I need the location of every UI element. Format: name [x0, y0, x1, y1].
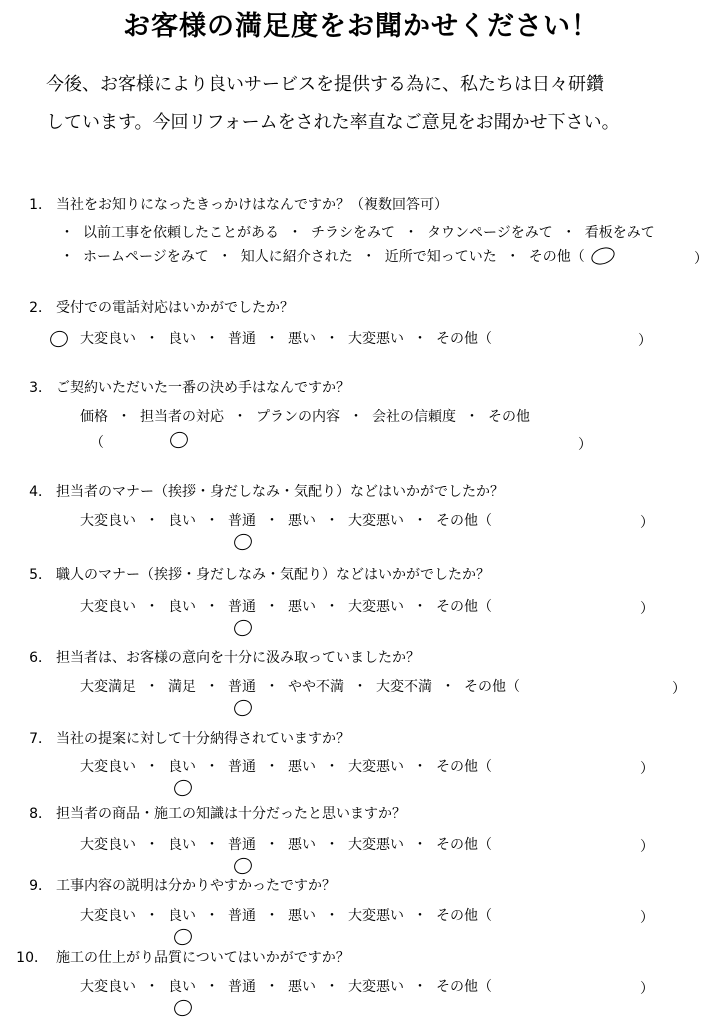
option-近所で知っていた[interactable]: 近所で知っていた — [384, 249, 497, 265]
separator-dot: ・ — [561, 225, 576, 241]
separator-dot: ・ — [265, 759, 279, 775]
question-1 — [0, 194, 722, 214]
separator-dot: ・ — [205, 759, 219, 775]
separator-dot: ・ — [117, 409, 131, 425]
question-text: 担当者のマナー（挨拶・身だしなみ・気配り）などはいかがでしたか？ — [56, 484, 504, 500]
other-close-paren: ） — [638, 333, 652, 349]
separator-dot: ・ — [265, 979, 279, 995]
option-その他[interactable]: その他（ — [436, 599, 492, 615]
option-大変不満[interactable]: 大変不満 — [376, 679, 432, 695]
option-大変悪い[interactable]: 大変悪い — [348, 979, 404, 995]
separator-dot: ・ — [145, 908, 159, 924]
option-大変悪い[interactable]: 大変悪い — [348, 599, 404, 615]
option-その他[interactable]: その他（ — [528, 249, 585, 265]
option-看板をみて[interactable]: 看板をみて — [584, 225, 655, 241]
option-良い[interactable]: 良い — [168, 513, 196, 529]
question-6 — [0, 647, 722, 667]
other-close-paren: ） — [640, 910, 654, 926]
question-text: 当社の提案に対して十分納得されていますか？ — [56, 731, 350, 747]
separator-dot: ・ — [288, 225, 302, 241]
separator-dot: ・ — [265, 679, 279, 695]
separator-dot: ・ — [413, 979, 427, 995]
option-良い[interactable]: 良い — [168, 599, 196, 615]
separator-dot: ・ — [205, 979, 219, 995]
option-満足[interactable]: 満足 — [168, 679, 196, 695]
separator-dot: ・ — [413, 908, 427, 924]
separator-dot: ・ — [353, 679, 367, 695]
option-大変悪い[interactable]: 大変悪い — [348, 513, 404, 529]
question-1-options — [60, 222, 655, 242]
intro-line-1: 今後、お客様により良いサービスを提供する為に、私たちは日々研鑽 — [46, 74, 604, 95]
separator-dot: ・ — [325, 837, 339, 853]
question-8-options — [80, 834, 492, 854]
option-大変悪い[interactable]: 大変悪い — [348, 837, 404, 853]
option-その他[interactable]: その他（ — [436, 759, 492, 775]
option-悪い[interactable]: 悪い — [288, 979, 316, 995]
separator-dot: ・ — [145, 513, 159, 529]
question-9 — [0, 875, 722, 895]
question-text: 当社をお知りになったきっかけはなんですか？（複数回答可） — [56, 197, 448, 213]
separator-dot: ・ — [325, 331, 339, 347]
other-close-paren: ） — [640, 515, 654, 531]
option-タウンページをみて[interactable]: タウンページをみて — [427, 225, 553, 241]
separator-dot: ・ — [205, 908, 219, 924]
question-4-options — [80, 510, 492, 530]
option-チラシをみて[interactable]: チラシをみて — [311, 225, 395, 241]
option-会社の信頼度[interactable]: 会社の信頼度 — [372, 409, 456, 425]
separator-dot: ・ — [145, 837, 159, 853]
separator-dot: ・ — [205, 513, 219, 529]
option-ホームページをみて[interactable]: ホームページをみて — [83, 249, 209, 265]
option-普通[interactable]: 普通 — [228, 979, 256, 995]
option-その他[interactable]: その他（ — [436, 837, 492, 853]
option-大変良い[interactable]: 大変良い — [80, 513, 136, 529]
question-3 — [0, 377, 722, 397]
question-6-options — [80, 676, 520, 696]
option-普通[interactable]: 普通 — [228, 759, 256, 775]
separator-dot: ・ — [325, 979, 339, 995]
option-良い[interactable]: 良い — [168, 331, 196, 347]
free-answer-open-paren: （ — [90, 435, 104, 451]
separator-dot: ・ — [349, 409, 363, 425]
question-5 — [0, 564, 722, 584]
option-良い[interactable]: 良い — [168, 837, 196, 853]
option-その他[interactable]: その他（ — [436, 513, 492, 529]
separator-dot: ・ — [361, 249, 376, 265]
separator-dot: ・ — [413, 759, 427, 775]
question-number: 10． — [16, 950, 48, 966]
question-text: 施工の仕上がり品質についてはいかがですか？ — [56, 950, 350, 966]
selected-answer-circle — [172, 926, 194, 947]
question-text: 職人のマナー（挨拶・身だしなみ・気配り）などはいかがでしたか？ — [56, 567, 490, 583]
option-大変満足[interactable]: 大変満足 — [80, 679, 136, 695]
separator-dot: ・ — [205, 837, 219, 853]
separator-dot: ・ — [413, 599, 427, 615]
question-text: 担当者は、お客様の意向を十分に汲み取っていましたか？ — [56, 650, 420, 666]
selected-answer-circle — [172, 997, 194, 1018]
option-良い[interactable]: 良い — [168, 979, 196, 995]
option-価格[interactable]: 価格 — [80, 409, 108, 425]
question-number: 7． — [29, 731, 52, 747]
other-close-paren: ） — [694, 251, 708, 267]
option-その他[interactable]: その他（ — [464, 679, 520, 695]
question-2 — [0, 297, 722, 317]
option-悪い[interactable]: 悪い — [288, 513, 316, 529]
question-number: 5． — [29, 567, 52, 583]
question-number: 1． — [29, 197, 52, 213]
option-その他[interactable]: その他 — [488, 409, 530, 425]
question-number: 4． — [29, 484, 52, 500]
selected-answer-circle — [168, 429, 190, 450]
option-大変悪い[interactable]: 大変悪い — [348, 908, 404, 924]
intro-line-2: しています。今回リフォームをされた率直なご意見をお聞かせ下さい。 — [46, 112, 620, 133]
question-9-options — [80, 905, 492, 925]
separator-dot: ・ — [413, 837, 427, 853]
option-悪い[interactable]: 悪い — [288, 837, 316, 853]
separator-dot: ・ — [413, 331, 427, 347]
question-text: 受付での電話対応はいかがでしたか？ — [56, 300, 294, 316]
selected-answer-circle — [589, 244, 617, 267]
separator-dot: ・ — [145, 331, 159, 347]
selected-answer-circle — [232, 617, 254, 638]
option-知人に紹介された[interactable]: 知人に紹介された — [240, 249, 353, 265]
option-担当者の対応[interactable]: 担当者の対応 — [140, 409, 224, 425]
question-number: 8． — [29, 806, 52, 822]
question-number: 9． — [29, 878, 52, 894]
separator-dot: ・ — [265, 908, 279, 924]
option-大変良い[interactable]: 大変良い — [80, 759, 136, 775]
selected-answer-circle — [232, 531, 254, 552]
separator-dot: ・ — [265, 599, 279, 615]
other-close-paren: ） — [640, 839, 654, 855]
option-普通[interactable]: 普通 — [228, 331, 256, 347]
question-10-options — [80, 976, 492, 996]
option-大変悪い[interactable]: 大変悪い — [348, 331, 404, 347]
separator-dot: ・ — [205, 599, 219, 615]
option-普通[interactable]: 普通 — [228, 599, 256, 615]
separator-dot: ・ — [404, 225, 418, 241]
separator-dot: ・ — [205, 331, 219, 347]
selected-answer-circle — [232, 697, 254, 718]
question-8 — [0, 803, 722, 823]
option-その他[interactable]: その他（ — [436, 331, 492, 347]
separator-dot: ・ — [325, 513, 339, 529]
option-普通[interactable]: 普通 — [228, 679, 256, 695]
separator-dot: ・ — [60, 249, 74, 265]
option-良い[interactable]: 良い — [168, 908, 196, 924]
separator-dot: ・ — [505, 249, 520, 265]
option-大変良い[interactable]: 大変良い — [80, 979, 136, 995]
question-3-options — [80, 406, 530, 426]
separator-dot: ・ — [465, 409, 479, 425]
option-悪い[interactable]: 悪い — [288, 908, 316, 924]
option-悪い[interactable]: 悪い — [288, 599, 316, 615]
question-4 — [0, 481, 722, 501]
separator-dot: ・ — [217, 249, 232, 265]
question-1-options — [60, 246, 585, 266]
separator-dot: ・ — [145, 679, 159, 695]
question-7 — [0, 728, 722, 748]
other-close-paren: ） — [640, 601, 654, 617]
separator-dot: ・ — [60, 225, 74, 241]
separator-dot: ・ — [265, 513, 279, 529]
option-その他[interactable]: その他（ — [436, 979, 492, 995]
question-5-options — [80, 596, 492, 616]
question-7-options — [80, 756, 492, 776]
option-良い[interactable]: 良い — [168, 759, 196, 775]
option-普通[interactable]: 普通 — [228, 837, 256, 853]
option-以前工事を依頼したことがある[interactable]: 以前工事を依頼したことがある — [83, 225, 279, 241]
option-大変良い[interactable]: 大変良い — [80, 599, 136, 615]
separator-dot: ・ — [325, 759, 339, 775]
selected-answer-circle — [232, 855, 254, 876]
option-やや不満[interactable]: やや不満 — [288, 679, 344, 695]
other-close-paren: ） — [640, 761, 654, 777]
separator-dot: ・ — [233, 409, 247, 425]
question-text: 工事内容の説明は分かりやすかったですか？ — [56, 878, 336, 894]
option-大変良い[interactable]: 大変良い — [80, 331, 136, 347]
option-大変悪い[interactable]: 大変悪い — [348, 759, 404, 775]
separator-dot: ・ — [265, 837, 279, 853]
selected-answer-circle — [172, 777, 194, 798]
option-その他[interactable]: その他（ — [436, 908, 492, 924]
option-プランの内容[interactable]: プランの内容 — [256, 409, 340, 425]
option-悪い[interactable]: 悪い — [288, 331, 316, 347]
option-悪い[interactable]: 悪い — [288, 759, 316, 775]
option-大変良い[interactable]: 大変良い — [80, 908, 136, 924]
question-number: 2． — [29, 300, 52, 316]
separator-dot: ・ — [145, 759, 159, 775]
question-number: 3． — [29, 380, 52, 396]
question-2-options — [80, 328, 492, 348]
separator-dot: ・ — [145, 979, 159, 995]
option-大変良い[interactable]: 大変良い — [80, 837, 136, 853]
separator-dot: ・ — [325, 908, 339, 924]
separator-dot: ・ — [265, 331, 279, 347]
other-close-paren: ） — [672, 681, 686, 697]
selected-answer-circle — [48, 328, 70, 349]
separator-dot: ・ — [413, 513, 427, 529]
question-10 — [0, 947, 722, 967]
question-number: 6． — [29, 650, 52, 666]
option-普通[interactable]: 普通 — [228, 908, 256, 924]
question-text: ご契約いただいた一番の決め手はなんですか？ — [56, 380, 350, 396]
option-普通[interactable]: 普通 — [228, 513, 256, 529]
separator-dot: ・ — [205, 679, 219, 695]
survey-title: お客様の満足度をお聞かせください！ — [123, 11, 599, 42]
separator-dot: ・ — [325, 599, 339, 615]
separator-dot: ・ — [441, 679, 455, 695]
other-close-paren: ） — [578, 437, 592, 453]
separator-dot: ・ — [145, 599, 159, 615]
other-close-paren: ） — [640, 981, 654, 997]
question-text: 担当者の商品・施工の知識は十分だったと思いますか？ — [56, 806, 406, 822]
